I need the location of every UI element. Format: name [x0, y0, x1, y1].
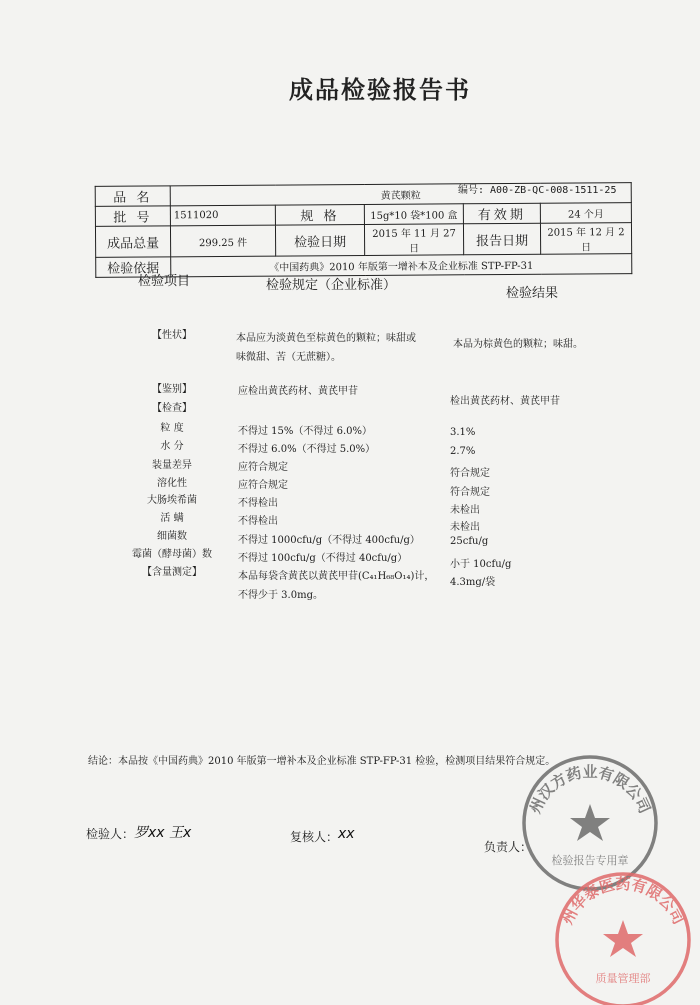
column-item: 检验项目 — [138, 274, 191, 289]
row-spec-mold: 不得过 100cfu/g（不得过 40cfu/g） — [238, 553, 408, 564]
reviewer-signature: xx — [338, 826, 355, 842]
row-item-solubility: 溶化性 — [157, 478, 187, 489]
row-spec-solubility: 应符合规定 — [238, 480, 288, 491]
row-item-appearance: 【性状】 — [152, 330, 192, 341]
row-spec-appearance-2: 味微甜、苦（无蔗糖）。 — [236, 352, 341, 363]
page-title: 成品检验报告书 — [289, 76, 471, 104]
row-spec-identification: 应检出黄芪药材、黄芪甲苷 — [238, 386, 358, 397]
row-spec-moisture: 不得过 6.0%（不得过 5.0%） — [238, 444, 376, 455]
document-number: 编号: A00-ZB-QC-008-1511-25 — [458, 185, 617, 196]
star-icon — [603, 920, 643, 957]
row-spec-mites: 不得检出 — [238, 516, 278, 527]
seal-upper-subtext: 检验报告专用章 — [551, 854, 629, 867]
row-item-granularity: 粒 度 — [160, 423, 184, 434]
batch-label: 批 号 — [95, 206, 170, 227]
row-result-assay: 4.3mg/袋 — [450, 577, 496, 588]
row-result-e-coli: 未检出 — [450, 505, 480, 516]
row-spec-bacteria: 不得过 1000cfu/g（不得过 400cfu/g） — [238, 535, 420, 546]
inspect-date-label: 检验日期 — [275, 224, 364, 256]
row-item-e-coli: 大肠埃希菌 — [147, 495, 197, 506]
row-result-appearance: 本品为棕黄色的颗粒；味甜。 — [453, 339, 583, 350]
responsible-label: 负责人： — [484, 840, 533, 854]
basis-label: 检验依据 — [96, 257, 171, 278]
row-result-solubility: 符合规定 — [450, 487, 490, 498]
distributor-seal — [548, 860, 698, 1005]
row-result-fill-variation: 符合规定 — [450, 468, 490, 479]
row-spec-assay: 本品每袋含黄芪以黄芪甲苷(C₄₁H₆₈O₁₄)计， — [238, 571, 435, 582]
row-item-moisture: 水 分 — [160, 441, 184, 452]
row-result-identification: 检出黄芪药材、黄芪甲苷 — [450, 396, 560, 407]
column-spec: 检验规定（企业标准） — [266, 278, 397, 293]
row-spec-granularity: 不得过 15%（不得过 6.0%） — [238, 426, 372, 437]
spec-label: 规 格 — [275, 204, 364, 225]
row-item-check: 【检查】 — [152, 403, 192, 414]
column-result: 检验结果 — [506, 286, 559, 301]
row-spec-appearance: 本品应为淡黄色至棕黄色的颗粒；味甜或 — [236, 333, 416, 344]
spec-value: 15g*10 袋*100 盒 — [364, 204, 463, 225]
row-result-bacteria: 25cfu/g — [450, 536, 489, 547]
row-spec-assay-2: 不得少于 3.0mg。 — [238, 590, 323, 601]
row-spec-e-coli: 不得检出 — [238, 498, 278, 509]
report-date-value: 2015 年 12 月 2 日 — [540, 223, 631, 255]
row-item-identification: 【鉴别】 — [152, 384, 192, 395]
product-name-value: 黄芪颗粒 — [170, 183, 631, 206]
total-label: 成品总量 — [95, 226, 170, 258]
seal-upper-text: 州汉方药业有限公司 — [526, 763, 654, 817]
conclusion-text: 结论：本品按《中国药典》2010 年版第一增补本及企业标准 STP-FP-31 检验，检测项目结果符合规定。 — [88, 756, 556, 767]
row-item-fill-variation: 装量差异 — [152, 460, 192, 471]
row-item-bacteria: 细菌数 — [157, 531, 187, 542]
seal-lower-text: 州华泰医药有限公司 — [558, 874, 688, 928]
row-result-granularity: 3.1% — [450, 427, 476, 438]
product-name-label: 品 名 — [95, 186, 170, 207]
row-spec-fill-variation: 应符合规定 — [238, 462, 288, 473]
row-item-mites: 活 螨 — [160, 513, 184, 524]
row-result-mites: 未检出 — [450, 522, 480, 533]
row-item-mold: 霉菌（酵母菌）数 — [132, 549, 212, 560]
inspect-date-value: 2015 年 11 月 27 日 — [364, 224, 463, 256]
basis-value: 《中国药典》2010 年版第一增补本及企业标准 STP-FP-31 — [171, 254, 632, 277]
total-value: 299.25 件 — [170, 225, 275, 257]
star-icon — [570, 804, 610, 841]
row-result-mold: 小于 10cfu/g — [450, 559, 512, 570]
inspector-signature: 罗xx 王x — [134, 825, 192, 841]
batch-value: 1511020 — [170, 205, 275, 226]
validity-value: 24 个月 — [540, 203, 631, 224]
report-date-label: 报告日期 — [463, 223, 540, 255]
header-table — [95, 182, 633, 278]
row-item-assay: 【含量测定】 — [142, 567, 202, 578]
validity-label: 有效期 — [463, 203, 540, 224]
seal-lower-subtext: 质量管理部 — [595, 972, 651, 985]
row-result-moisture: 2.7% — [450, 446, 476, 457]
reviewer-label: 复核人： — [290, 830, 339, 844]
inspector-label: 检验人： — [86, 827, 135, 841]
